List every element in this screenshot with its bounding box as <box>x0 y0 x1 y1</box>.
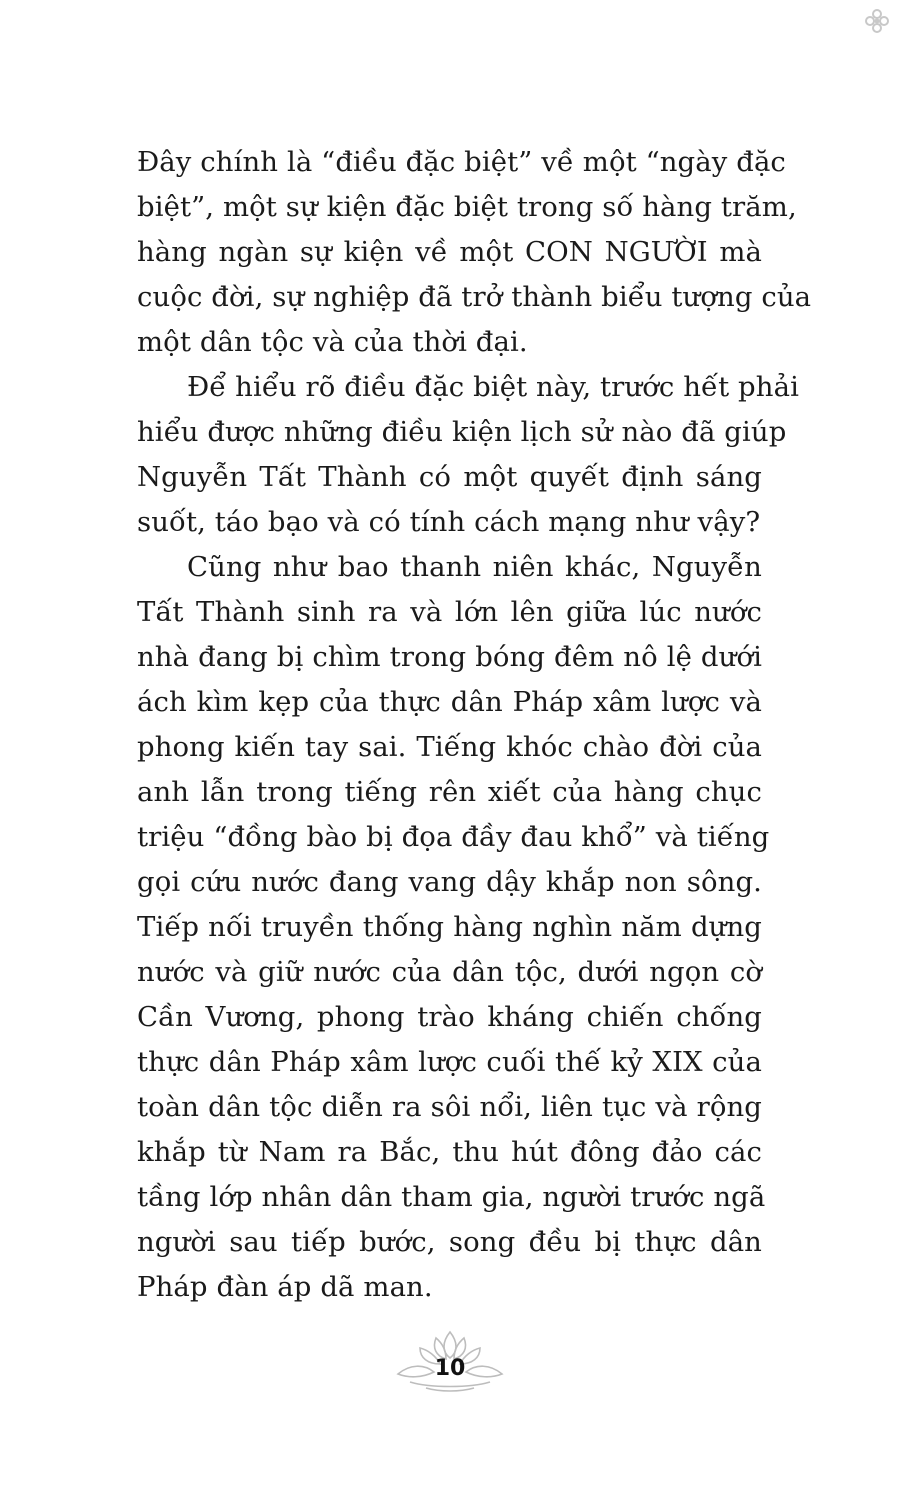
text-line: ách kìm kẹp của thực dân Pháp xâm lược và <box>137 686 762 718</box>
text-line: biệt”, một sự kiện đặc biệt trong số hàng trăm, <box>137 191 797 223</box>
text-line: tầng lớp nhân dân tham gia, người trước ngã <box>137 1181 766 1213</box>
text-line: nhà đang bị chìm trong bóng đêm nô lệ dưới <box>137 641 762 673</box>
text-line: Để hiểu rõ điều đặc biệt này, trước hết phải <box>187 371 799 403</box>
text-line: người sau tiếp bước, song đều bị thực dân <box>137 1226 762 1258</box>
text-line: hiểu được những điều kiện lịch sử nào đã giúp <box>137 416 787 448</box>
text-line: một dân tộc và của thời đại. <box>137 326 528 358</box>
text-line: hàng ngàn sự kiện về một CON NGƯỜI mà <box>137 236 762 268</box>
lotus-corner-icon <box>864 8 890 34</box>
text-line: suốt, táo bạo và có tính cách mạng như vậy? <box>137 506 761 538</box>
text-line: thực dân Pháp xâm lược cuối thế kỷ XIX của <box>137 1046 762 1078</box>
text-line: anh lẫn trong tiếng rên xiết của hàng chục <box>137 776 762 808</box>
text-line: khắp từ Nam ra Bắc, thu hút đông đảo các <box>137 1136 762 1168</box>
text-line: triệu “đồng bào bị đọa đầy đau khổ” và tiếng <box>137 821 770 853</box>
text-line: nước và giữ nước của dân tộc, dưới ngọn cờ <box>137 956 762 988</box>
text-line: Cần Vương, phong trào kháng chiến chống <box>137 1001 762 1033</box>
text-line: Nguyễn Tất Thành có một quyết định sáng <box>137 461 762 493</box>
text-line: Pháp đàn áp dã man. <box>137 1271 433 1303</box>
page-number: 10 <box>434 1356 466 1381</box>
text-line: Đây chính là “điều đặc biệt” về một “ngày đặc <box>137 146 786 178</box>
text-line: toàn dân tộc diễn ra sôi nổi, liên tục và rộng <box>137 1091 762 1123</box>
text-line: Cũng như bao thanh niên khác, Nguyễn <box>187 551 762 583</box>
text-line: phong kiến tay sai. Tiếng khóc chào đời của <box>137 731 762 763</box>
text-line: gọi cứu nước đang vang dậy khắp non sông. <box>137 866 762 898</box>
text-line: Tiếp nối truyền thống hàng nghìn năm dựng <box>137 911 762 943</box>
text-line: cuộc đời, sự nghiệp đã trở thành biểu tượng của <box>137 281 812 313</box>
page-footer <box>396 1328 504 1394</box>
body-text <box>137 140 812 1310</box>
text-line: Tất Thành sinh ra và lớn lên giữa lúc nước <box>137 596 762 628</box>
